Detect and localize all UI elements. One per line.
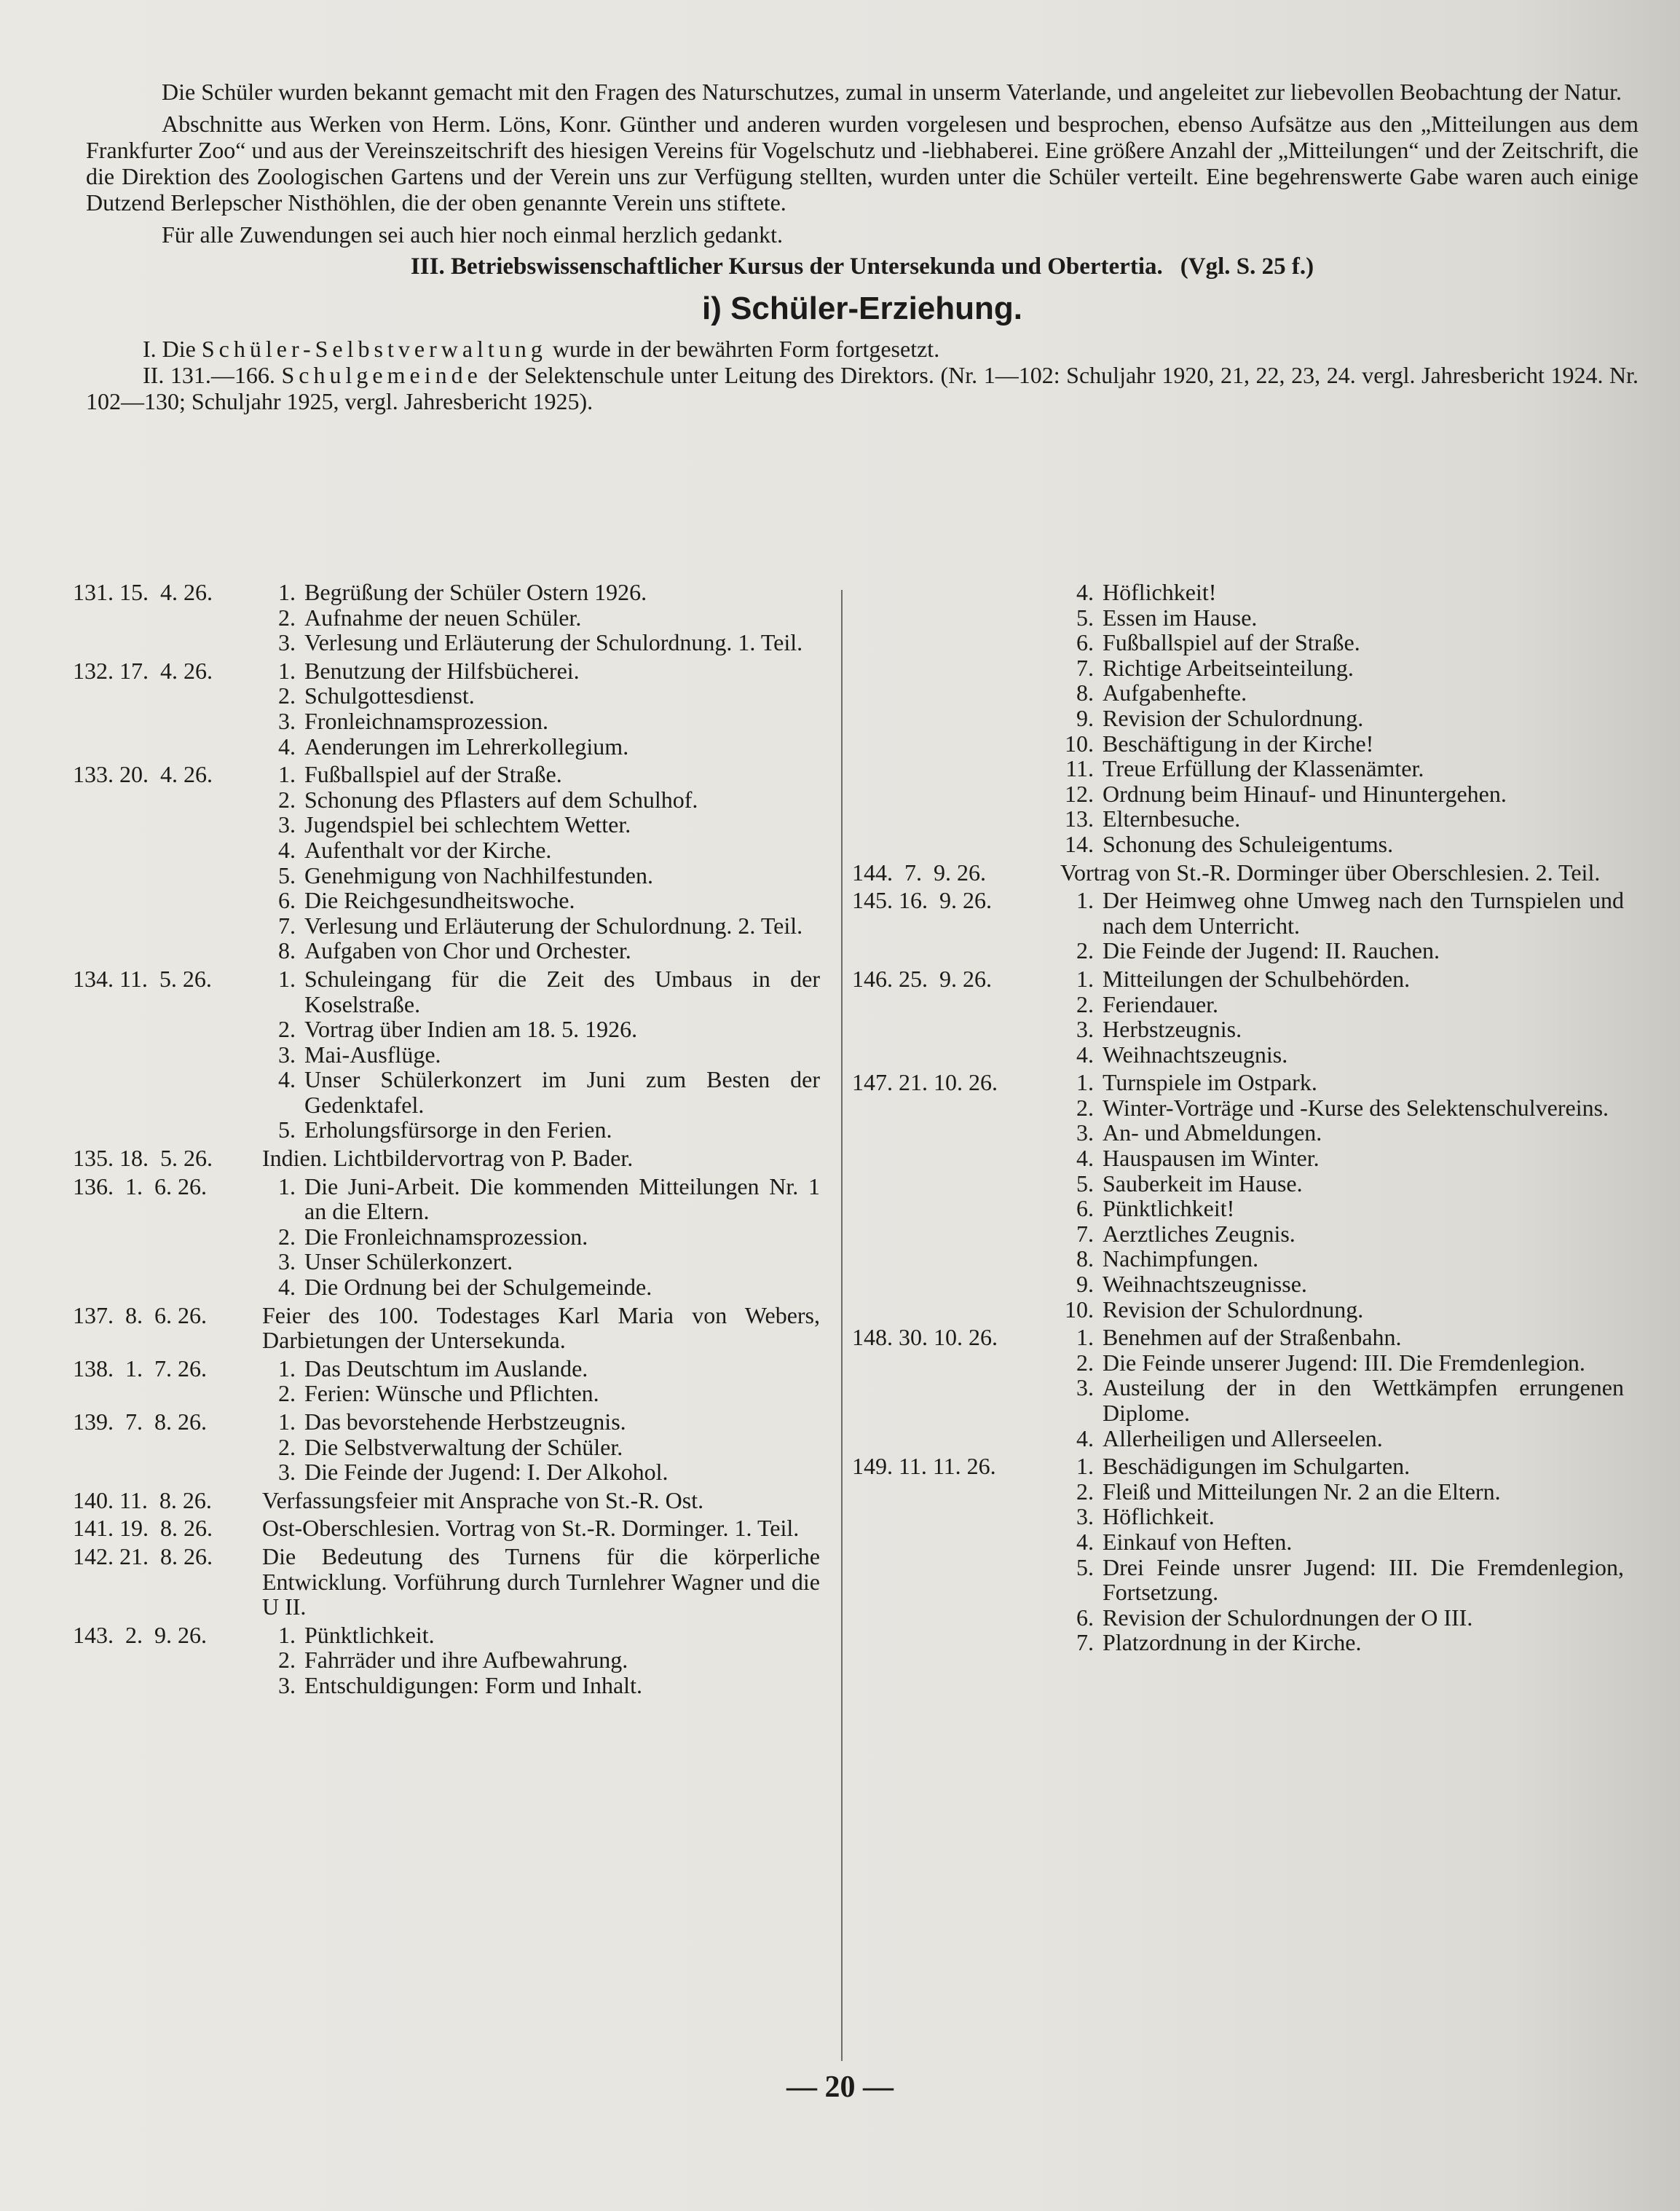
topic-number: 1. (278, 761, 296, 788)
topic-text: Erholungsfürsorge in den Ferien. (304, 1116, 612, 1143)
topic-text: Die Reichgesundheitswoche. (304, 887, 575, 914)
topic-item (1060, 1171, 1624, 1197)
session-entry (852, 1325, 1624, 1451)
topic-item (1060, 1325, 1624, 1350)
session-date: 139. 7. 8. 26. (73, 1408, 207, 1435)
topic-text: Die Feinde unserer Jugend: III. Die Fremdenlegion. (1103, 1349, 1585, 1376)
topic-text: Das Deutschtum im Auslande. (304, 1355, 588, 1382)
topic-number: 1. (1076, 1453, 1094, 1480)
topic-number: 5. (1076, 1553, 1094, 1580)
topic-number: 3. (1076, 1374, 1094, 1401)
session-date: 131. 15. 4. 26. (73, 579, 213, 605)
paragraph-naturschutz: Die Schüler wurden bekannt gemacht mit den Fragen des Naturschutzes, zumal in unserm Vaterlande, und angeleitet zur liebevollen Beobachtung der Natur. (162, 79, 1622, 105)
session-items (262, 762, 820, 963)
topic-text: Beschäftigung in der Kirche! (1103, 730, 1374, 757)
topic-item (262, 1174, 820, 1224)
section-heading-iii (86, 253, 1638, 280)
topic-item (1060, 1120, 1624, 1146)
topic-number: 14. (1065, 830, 1094, 857)
topic-item (1060, 781, 1624, 807)
topic-text: Das bevorstehende Herbstzeugnis. (304, 1408, 626, 1435)
topic-text: Essen im Hause. (1103, 604, 1258, 631)
intro1-rest: wurde in der bewährten Form fortgesetzt. (552, 336, 940, 362)
session-date (852, 580, 1060, 857)
topic-number: 8. (278, 937, 296, 964)
session-entry (63, 1174, 820, 1300)
topic-text: Aerztliches Zeugnis. (1103, 1220, 1296, 1247)
topic-number: 7. (1076, 1629, 1094, 1656)
topic-number: 5. (1076, 604, 1094, 631)
topic-item (262, 838, 820, 863)
topic-item (262, 658, 820, 684)
topic-text: Benutzung der Hilfsbücherei. (304, 657, 580, 684)
topic-item (1060, 1297, 1624, 1323)
topic-text: Fronleichnamsprozession. (304, 707, 549, 734)
session-date: 135. 18. 5. 26. (73, 1145, 213, 1172)
topic-item (262, 812, 820, 838)
topic-item (1060, 1350, 1624, 1376)
topic-number: 10. (1065, 1296, 1094, 1323)
topic-text: Hauspausen im Winter. (1103, 1145, 1320, 1172)
session-date: 147. 21. 10. 26. (852, 1069, 998, 1096)
session-date: 136. 1. 6. 26. (73, 1172, 207, 1199)
session-entry (63, 1303, 820, 1353)
topic-item (1060, 1630, 1624, 1655)
topic-number: 2. (1076, 1094, 1094, 1121)
topic-item (1060, 1146, 1624, 1171)
topic-number: 4. (1076, 579, 1094, 605)
topic-number: 2. (278, 1223, 296, 1250)
intro-selbstverwaltung (86, 336, 1638, 362)
topic-number: 6. (1076, 1604, 1094, 1631)
topic-text: Fußballspiel auf der Straße. (304, 761, 562, 788)
topic-number: 4. (1076, 1528, 1094, 1555)
topic-text: Allerheiligen und Allerseelen. (1103, 1424, 1383, 1451)
topic-item (262, 1117, 820, 1143)
topic-number: 2. (278, 786, 296, 813)
topic-item (262, 888, 820, 913)
topic-item (1060, 832, 1624, 857)
topic-number: 3. (278, 1459, 296, 1486)
topic-number: 8. (1076, 679, 1094, 706)
topic-number: 6. (1076, 629, 1094, 656)
topic-text: Die Ordnung bei der Schulgemeinde. (304, 1274, 652, 1301)
topic-number: 1. (278, 1621, 296, 1648)
topic-text: Schonung des Pflasters auf dem Schulhof. (304, 786, 698, 813)
topic-item (262, 1647, 820, 1673)
topic-text: Die Fronleichnamsprozession. (304, 1223, 588, 1250)
session-date: 145. 16. 9. 26. (852, 887, 992, 914)
session-date: 140. 11. 8. 26. (73, 1486, 212, 1513)
topic-item (262, 863, 820, 888)
topic-item (1060, 1529, 1624, 1555)
topic-number: 1. (1076, 1069, 1094, 1096)
topic-item (1060, 1017, 1624, 1042)
topic-number: 7. (278, 912, 296, 939)
topic-text: Ferien: Wünsche und Pflichten. (304, 1380, 599, 1407)
topic-item (1060, 1221, 1624, 1247)
topic-text: Nachimpfungen. (1103, 1245, 1259, 1272)
topic-text: Höflichkeit. (1103, 1503, 1215, 1530)
session-entry (852, 1070, 1624, 1322)
topic-number: 2. (278, 1647, 296, 1674)
topic-number: 1. (278, 1172, 296, 1199)
intro1-prefix: I. Die (143, 336, 196, 362)
topic-number: 3. (278, 629, 296, 656)
topic-item (262, 1017, 820, 1042)
topic-text: Richtige Arbeitseinteilung. (1103, 654, 1354, 681)
topic-number: 2. (278, 1016, 296, 1043)
topic-item (262, 630, 820, 655)
left-column (63, 580, 820, 1701)
session-entry (63, 580, 820, 655)
session-date: 138. 1. 7. 26. (73, 1355, 207, 1382)
topic-number: 5. (1076, 1170, 1094, 1197)
topic-text: Fleiß und Mitteilungen Nr. 2 an die Eltern. (1103, 1478, 1501, 1505)
topic-text: Aufgaben von Chor und Orchester. (304, 937, 631, 964)
topic-item (262, 1459, 820, 1485)
topic-number: 1. (278, 965, 296, 992)
topic-text: Der Heimweg ohne Umweg nach den Turnspielen und nach dem Unterricht. (1103, 887, 1624, 939)
session-items (1060, 860, 1624, 886)
topic-number: 2. (1076, 937, 1094, 964)
session-items (262, 1516, 820, 1541)
topic-text: Vortrag über Indien am 18. 5. 1926. (304, 1016, 638, 1043)
topic-number: 1. (278, 579, 296, 605)
session-entry (63, 1516, 820, 1541)
topic-item (1060, 1070, 1624, 1095)
topic-text: Schuleingang für die Zeit des Umbaus in der Koselstraße. (304, 965, 820, 1017)
topic-item (1060, 580, 1624, 605)
topic-text: Fahrräder und ihre Aufbewahrung. (304, 1647, 628, 1674)
topic-item (1060, 1555, 1624, 1605)
topic-number: 1. (278, 1408, 296, 1435)
topic-number: 1. (1076, 965, 1094, 992)
session-items (262, 1174, 820, 1300)
topic-text: Mai-Ausflüge. (304, 1041, 441, 1068)
topic-item (262, 1249, 820, 1274)
session-entry (63, 1544, 820, 1620)
topic-item (262, 938, 820, 963)
topic-text: Schulgottesdienst. (304, 682, 475, 709)
topic-text: Jugendspiel bei schlechtem Wetter. (304, 811, 631, 838)
topic-number: 2. (278, 1380, 296, 1407)
topic-number: 2. (1076, 990, 1094, 1017)
session-items (262, 1303, 820, 1353)
topic-number: 6. (278, 887, 296, 914)
topic-text: Höflichkeit! (1103, 579, 1217, 605)
topic-item (262, 762, 820, 787)
topic-number: 4. (1076, 1145, 1094, 1172)
intro2-spaced: Schulgemeinde (281, 362, 482, 388)
topic-number: 2. (1076, 1349, 1094, 1376)
topic-item (1060, 1196, 1624, 1221)
topic-item (262, 1224, 820, 1250)
topic-text: Pünktlichkeit. (304, 1621, 435, 1648)
topic-text: Die Feinde der Jugend: II. Rauchen. (1103, 937, 1440, 964)
topic-number: 4. (278, 733, 296, 760)
session-items (262, 1356, 820, 1406)
topic-text: Weihnachtszeugnis. (1103, 1041, 1288, 1068)
topic-item (1060, 605, 1624, 631)
topic-item (262, 1042, 820, 1068)
session-date: 132. 17. 4. 26. (73, 657, 213, 684)
paragraph-werke: Abschnitte aus Werken von Herm. Löns, Konr. Günther und anderen wurden vorgelesen und besprochen, ebenso Aufsätze aus den „Mitteilungen aus dem Frankfurter Zoo“ und aus der Vereinszeitschrift des hiesigen Vereins für Vogelschutz und -liebhaberei. Eine größere Anzahl der „Mitteilungen“ und der Zeitschrift, die die Direktion des Zoologischen Gartens und der Verein uns zur Verfügung stellten, wurden unter die Schüler verteilt. Eine begehrenswerte Gabe waren auch einige Dutzend Berlepscher Nisthöhlen, die der oben genannte Verein uns stiftete. (86, 111, 1638, 216)
topic-text: Sauberkeit im Hause. (1103, 1170, 1303, 1197)
topic-item (262, 1435, 820, 1460)
topic-text: Aenderungen im Lehrerkollegium. (304, 733, 629, 760)
topic-item (262, 580, 820, 605)
topic-text: Aufnahme der neuen Schüler. (304, 604, 582, 631)
section-heading-iii-ref: (Vgl. S. 25 f.) (1180, 253, 1314, 280)
topic-number: 5. (278, 862, 296, 888)
session-topic: Ost-Oberschlesien. Vortrag von St.-R. Dorminger. 1. Teil. (262, 1515, 800, 1542)
topic-item (262, 1381, 820, 1406)
topic-text: Feriendauer. (1103, 990, 1219, 1017)
session-date: 137. 8. 6. 26. (73, 1301, 207, 1328)
topic-number: 3. (278, 1671, 296, 1698)
topic-item (1060, 938, 1624, 963)
topic-text: An- und Abmeldungen. (1103, 1119, 1322, 1146)
session-topic: Vortrag von St.-R. Dorminger über Oberschlesien. 2. Teil. (1060, 859, 1601, 886)
topic-text: Schonung des Schuleigentums. (1103, 830, 1394, 857)
session-entry (63, 1488, 820, 1513)
topic-text: Einkauf von Heften. (1103, 1528, 1293, 1555)
topic-item (1060, 731, 1624, 757)
session-entry (63, 762, 820, 963)
topic-text: Unser Schülerkonzert. (304, 1248, 513, 1275)
topic-number: 9. (1076, 1271, 1094, 1298)
topic-item (1060, 706, 1624, 731)
topic-text: Treue Erfüllung der Klassenämter. (1103, 755, 1424, 782)
session-entry (852, 888, 1624, 963)
topic-number: 4. (278, 1066, 296, 1093)
topic-text: Verlesung und Erläuterung der Schulordnung. 2. Teil. (304, 912, 803, 939)
topic-text: Drei Feinde unsrer Jugend: III. Die Fremdenlegion, Fortsetzung. (1103, 1553, 1624, 1606)
topic-item (1060, 992, 1624, 1017)
topic-item (262, 709, 820, 734)
session-topic: Feier des 100. Todestages Karl Maria von Webers, Darbietungen der Untersekunda. (262, 1301, 820, 1354)
topic-item (262, 734, 820, 760)
topic-item (262, 683, 820, 709)
session-date: 149. 11. 11. 26. (852, 1453, 996, 1480)
session-items (1060, 1070, 1624, 1322)
intro-schulgemeinde (86, 362, 1638, 414)
paragraph-dank: Für alle Zuwendungen sei auch hier noch einmal herzlich gedankt. (162, 221, 784, 248)
topic-text: Weihnachtszeugnisse. (1103, 1271, 1307, 1298)
topic-text: Aufenthalt vor der Kirche. (304, 836, 552, 863)
session-entry (852, 1454, 1624, 1655)
session-date: 146. 25. 9. 26. (852, 965, 992, 992)
topic-number: 4. (1076, 1041, 1094, 1068)
session-entry (63, 1356, 820, 1406)
topic-number: 10. (1065, 730, 1094, 757)
topic-number: 2. (278, 1433, 296, 1460)
topic-item (262, 1067, 820, 1117)
topic-number: 4. (1076, 1424, 1094, 1451)
topic-item (1060, 1272, 1624, 1297)
session-entry (852, 966, 1624, 1067)
session-entry (63, 1146, 820, 1171)
topic-item (262, 1274, 820, 1300)
topic-item (262, 913, 820, 939)
session-date: 133. 20. 4. 26. (73, 761, 213, 788)
topic-item (262, 966, 820, 1017)
session-date: 141. 19. 8. 26. (73, 1515, 213, 1542)
intro2-prefix: II. 131.—166. (143, 362, 275, 388)
session-entry (63, 1409, 820, 1485)
topic-item (1060, 806, 1624, 832)
topic-number: 4. (278, 836, 296, 863)
topic-number: 3. (1076, 1119, 1094, 1146)
topic-text: Die Selbstverwaltung der Schüler. (304, 1433, 623, 1460)
topic-text: Pünktlichkeit! (1103, 1195, 1235, 1222)
session-items (262, 966, 820, 1143)
topic-text: Aufgabenhefte. (1103, 679, 1247, 706)
topic-text: Turnspiele im Ostpark. (1103, 1069, 1317, 1096)
topic-item (1060, 630, 1624, 655)
topic-number: 1. (1076, 1324, 1094, 1351)
topic-number: 5. (278, 1116, 296, 1143)
intro1-spaced: Schüler-Selbstverwaltung (201, 336, 547, 362)
topic-text: Die Juni-Arbeit. Die kommenden Mitteilungen Nr. 1 an die Eltern. (304, 1172, 820, 1225)
topic-item (1060, 1504, 1624, 1529)
topic-text: Verlesung und Erläuterung der Schulordnung. 1. Teil. (304, 629, 803, 656)
topic-text: Beschädigungen im Schulgarten. (1103, 1453, 1411, 1480)
topic-item (1060, 966, 1624, 992)
topic-text: Begrüßung der Schüler Ostern 1926. (304, 579, 647, 605)
topic-item (1060, 1042, 1624, 1068)
topic-number: 1. (278, 657, 296, 684)
session-entry (63, 1623, 820, 1698)
topic-item (1060, 888, 1624, 938)
session-items (1060, 580, 1624, 857)
topic-number: 9. (1076, 704, 1094, 731)
topic-item (1060, 1605, 1624, 1631)
topic-number: 1. (278, 1355, 296, 1382)
topic-item (1060, 680, 1624, 706)
topic-text: Die Feinde der Jugend: I. Der Alkohol. (304, 1459, 669, 1486)
session-items (1060, 1325, 1624, 1451)
session-entry (63, 658, 820, 759)
session-items (262, 1488, 820, 1513)
session-entry (852, 860, 1624, 886)
session-items (262, 1146, 820, 1171)
topic-number: 3. (1076, 1503, 1094, 1530)
session-items (262, 580, 820, 655)
session-date: 134. 11. 5. 26. (73, 965, 212, 992)
top-section (86, 79, 1638, 414)
topic-item (1060, 1375, 1624, 1425)
right-column (852, 580, 1624, 1658)
topic-number: 2. (1076, 1478, 1094, 1505)
intro2-rest: der Selektenschule unter Leitung des Direktors. (Nr. 1—102: Schuljahr 1920, 21, 22, 23, 24. vergl. Jahresbericht 1924. Nr. 102—130; Schuljahr 1925, vergl. Jahresbericht 1925). (86, 362, 1639, 414)
topic-item (1060, 1479, 1624, 1505)
session-items (1060, 888, 1624, 963)
topic-number: 2. (278, 682, 296, 709)
topic-item (262, 787, 820, 813)
session-date: 148. 30. 10. 26. (852, 1324, 998, 1351)
session-date: 142. 21. 8. 26. (73, 1542, 213, 1569)
topic-text: Winter-Vorträge und -Kurse des Selektenschulvereins. (1103, 1094, 1609, 1121)
topic-item (1060, 1454, 1624, 1479)
topic-number: 12. (1065, 780, 1094, 807)
topic-number: 4. (278, 1274, 296, 1301)
topic-number: 8. (1076, 1245, 1094, 1272)
topic-text: Mitteilungen der Schulbehörden. (1103, 965, 1411, 992)
topic-text: Revision der Schulordnungen der O III. (1103, 1604, 1473, 1631)
topic-text: Herbstzeugnis. (1103, 1016, 1242, 1043)
topic-number: 3. (278, 1248, 296, 1275)
topic-text: Genehmigung von Nachhilfestunden. (304, 862, 653, 888)
topic-text: Benehmen auf der Straßenbahn. (1103, 1324, 1402, 1351)
topic-item (1060, 1095, 1624, 1121)
main-heading: i) Schüler-Erziehung. (701, 291, 1023, 326)
topic-number: 3. (278, 1041, 296, 1068)
topic-number: 11. (1065, 755, 1094, 782)
topic-text: Fußballspiel auf der Straße. (1103, 629, 1360, 656)
session-items (262, 658, 820, 759)
session-topic: Die Bedeutung des Turnens für die körperliche Entwicklung. Vorführung durch Turnlehrer Wagner und die U II. (262, 1542, 820, 1620)
topic-item (1060, 756, 1624, 781)
topic-item (1060, 655, 1624, 681)
topic-number: 6. (1076, 1195, 1094, 1222)
session-topic: Indien. Lichtbildervortrag von P. Bader. (262, 1145, 634, 1172)
section-heading-iii-title: III. Betriebswissenschaftlicher Kursus der Untersekunda und Obertertia. (410, 253, 1163, 280)
topic-number: 3. (278, 707, 296, 734)
session-entry (852, 580, 1624, 857)
topic-text: Elternbesuche. (1103, 805, 1241, 832)
session-items (262, 1409, 820, 1485)
topic-item (1060, 1246, 1624, 1272)
topic-item (262, 605, 820, 631)
topic-number: 1. (1076, 887, 1094, 914)
session-entry (63, 966, 820, 1143)
column-divider (841, 590, 843, 2061)
topic-number: 7. (1076, 1220, 1094, 1247)
session-items (1060, 1454, 1624, 1655)
session-items (1060, 966, 1624, 1067)
topic-number: 7. (1076, 654, 1094, 681)
topic-item (262, 1673, 820, 1698)
topic-text: Revision der Schulordnung. (1103, 704, 1364, 731)
page-number: — 20 — (786, 2070, 894, 2104)
session-items (262, 1623, 820, 1698)
topic-item (1060, 1426, 1624, 1451)
topic-number: 2. (278, 604, 296, 631)
topic-item (262, 1409, 820, 1435)
topic-item (262, 1356, 820, 1382)
topic-text: Unser Schülerkonzert im Juni zum Besten der Gedenktafel. (304, 1066, 820, 1118)
session-date: 143. 2. 9. 26. (73, 1621, 207, 1648)
session-topic: Verfassungsfeier mit Ansprache von St.-R. Ost. (262, 1486, 704, 1513)
topic-item (262, 1623, 820, 1648)
topic-text: Entschuldigungen: Form und Inhalt. (304, 1671, 642, 1698)
topic-number: 13. (1065, 805, 1094, 832)
session-items (262, 1544, 820, 1620)
topic-text: Revision der Schulordnung. (1103, 1296, 1364, 1323)
topic-number: 3. (1076, 1016, 1094, 1043)
topic-text: Platzordnung in der Kirche. (1103, 1629, 1362, 1656)
topic-text: Austeilung der in den Wettkämpfen errungenen Diplome. (1103, 1374, 1624, 1426)
topic-number: 3. (278, 811, 296, 838)
topic-text: Ordnung beim Hinauf- und Hinuntergehen. (1103, 780, 1507, 807)
session-date: 144. 7. 9. 26. (852, 859, 986, 886)
